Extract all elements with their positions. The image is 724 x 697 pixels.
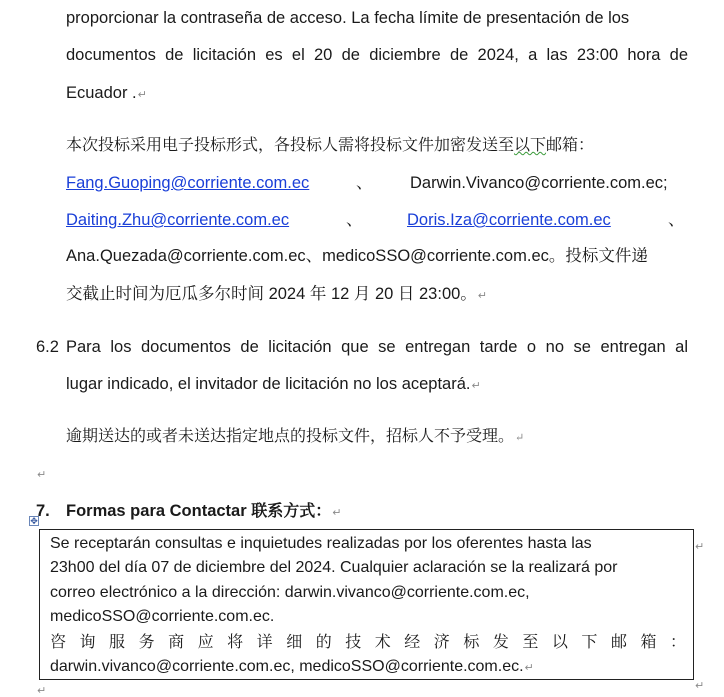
paragraph-mark: ↵ [477,290,488,302]
cell-line: medicoSSO@corriente.com.ec. [50,608,275,625]
text-line: darwin.vivanco@corriente.com.ec, medicoSSO@corriente.com.ec. [50,658,524,675]
paragraph-line [66,135,594,155]
cell-line [50,657,534,678]
paragraph-mark: ↵ [471,380,481,392]
paragraph-mark: ↵ [37,685,47,697]
section-heading [66,501,341,523]
paragraph-line: Ana.Quezada@corriente.com.ec、medicoSSO@corriente.com.ec。投标文件递 [66,247,648,265]
paragraph-line [66,83,147,105]
grammar-squiggle: 以下 [514,135,547,154]
paragraph-line [66,173,354,193]
paragraph-line [407,210,666,230]
section-number: 7. [36,502,50,520]
cell-line: correo electrónico a la dirección: darwin.vivanco@corriente.com.ec, [50,584,530,601]
cell-line: 23h00 del día 07 de diciembre del 2024. Cualquier aclaración se la realizará por [50,559,618,576]
section-number: 6.2 [36,338,59,356]
email-text: Darwin.Vivanco@corriente.com.ec; [410,174,668,192]
paragraph-line [66,374,481,396]
text-line: 交截止时间为厄瓜多尔时间 2024 年 12 月 20 日 23:00。 [66,285,477,303]
paragraph-line [66,210,336,230]
separator: 、 [346,211,363,229]
cell-line: 咨 询 服 务 商 应 将 详 细 的 技 术 经 济 标 发 至 以 下 邮 箱 ： [50,632,686,651]
text-line: lugar indicado, el invitador de licitación no los aceptará. [66,375,471,393]
paragraph-mark: ↵ [515,431,525,444]
text-line: proporcionar la contraseña de acceso. La fecha límite de presentación de los [66,9,630,27]
text-line: 本次投标采用电子投标形式，各投标人需将投标文件加密发送至 [66,135,515,154]
text-line: Ecuador . [66,84,137,102]
email-link[interactable]: Daiting.Zhu@corriente.com.ec [66,211,290,229]
table-move-handle-icon[interactable]: ✥ [30,516,38,526]
paragraph-line: documentos de licitación es el 20 de diciembre de 2024, a las 23:00 hora de [66,46,688,64]
paragraph-mark: ↵ [137,89,147,101]
end-of-row-mark: ↵ [695,541,705,553]
paragraph-line [66,284,487,306]
paragraph-line [66,8,688,28]
paragraph-mark: ↵ [37,469,47,481]
end-of-row-mark: ↵ [695,680,705,692]
text-line: 邮箱： [546,135,595,154]
separator: 、 [668,211,685,229]
paragraph-line: Para los documentos de licitación que se entregan tarde o no se entregan al [66,338,688,356]
paragraph-mark: ↵ [332,507,342,519]
email-link[interactable]: Doris.Iza@corriente.com.ec [407,211,611,229]
paragraph-line [66,426,524,448]
cell-line: Se receptarán consultas e inquietudes realizadas por los oferentes hasta las [50,535,592,552]
text-line: 逾期送达的或者未送达指定地点的投标文件，招标人不予受理。 [66,426,515,445]
email-link[interactable]: Fang.Guoping@corriente.com.ec [66,174,310,192]
heading-title-cn: 联系方式： [251,501,332,520]
heading-title: Formas para Contactar [66,502,247,520]
empty-paragraph [36,463,46,485]
paragraph-mark: ↵ [524,662,534,674]
separator: 、 [356,174,373,192]
